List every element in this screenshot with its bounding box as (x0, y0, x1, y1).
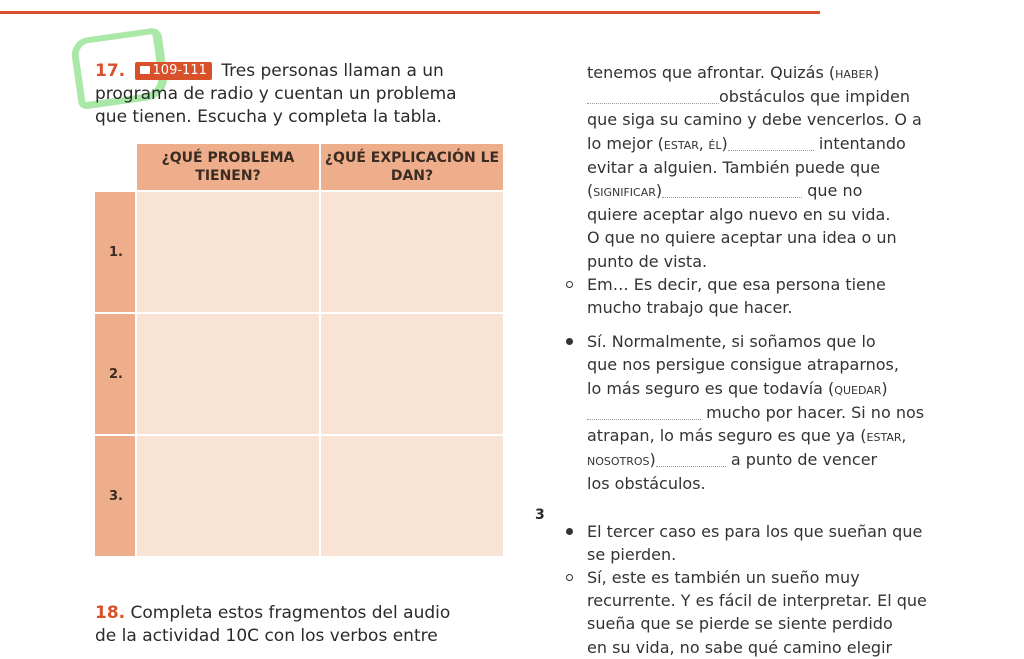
answer-cell[interactable] (137, 192, 319, 312)
fill-blank[interactable] (728, 136, 814, 151)
filled-bullet-icon (566, 338, 573, 345)
answer-cell[interactable] (321, 436, 503, 556)
answer-cell[interactable] (321, 192, 503, 312)
audio-transcript (587, 61, 947, 659)
fill-blank[interactable] (656, 452, 726, 467)
answer-cell[interactable] (321, 314, 503, 434)
row-label: 1. (95, 192, 135, 312)
answer-cell[interactable] (137, 314, 319, 434)
text-line: los obstáculos. (587, 474, 706, 494)
audio-track-button[interactable] (135, 62, 212, 80)
exercise-17 (95, 60, 515, 129)
exercise-number: 18. (95, 603, 126, 623)
speaker-icon (140, 66, 150, 74)
text-line: mucho por hacer. Si no nos (587, 401, 947, 424)
open-bullet-icon (566, 574, 573, 581)
text-line: en su vida, no sabe qué camino elegir (587, 637, 893, 657)
audio-track-label: 109-111 (152, 63, 207, 78)
text-line: lo más seguro es que todavía (quedar) (587, 378, 888, 398)
text-line: que siga su camino y debe vencerlos. O a (587, 110, 922, 130)
text-line: nosotros) a punto de vencer (587, 450, 878, 470)
text-line: tenemos que afrontar. Quizás (haber) (587, 63, 880, 82)
text-line: mucho trabajo que hacer. (587, 298, 793, 318)
column-header-problem: ¿QUÉ PROBLEMA TIENEN? (137, 144, 319, 190)
text-line: quiere aceptar algo nuevo en su vida. (587, 205, 891, 225)
dialogue-line: Sí, este es también un sueño muy (587, 566, 947, 589)
text-line: atrapan, lo más seguro es que ya (estar, (587, 426, 907, 446)
text-line: O que no quiere aceptar una idea o un (587, 228, 897, 248)
dialogue-line: Sí. Normalmente, si soñamos que lo (587, 330, 947, 353)
text-line: (significar) que no (587, 181, 863, 201)
dialogue-line: Em… Es decir, que esa persona tiene (587, 273, 947, 296)
fill-blank[interactable] (587, 405, 701, 420)
text-line: evitar a alguien. También puede que (587, 157, 881, 177)
text-line: punto de vista. (587, 251, 708, 271)
section-number: 3 (535, 507, 545, 523)
dialogue-line: El tercer caso es para los que sueñan que (587, 520, 947, 543)
text-line: que nos persigue consigue atraparnos, (587, 355, 899, 375)
row-label: 3. (95, 436, 135, 556)
instruction-line: Tres personas llaman a un (221, 61, 444, 81)
exercise-18 (95, 602, 515, 648)
text-line: sueña que se pierde se siente perdido (587, 614, 893, 634)
text-line: recurrente. Y es fácil de interpretar. El que (587, 591, 927, 611)
instruction-line: Completa estos fragmentos del audio (130, 603, 451, 623)
corner-cell (95, 144, 135, 190)
instruction-line: de la actividad 10C con los verbos entre (95, 626, 438, 646)
text-line: obstáculos que impiden (587, 85, 947, 108)
instruction-line: que tienen. Escucha y completa la tabla. (95, 107, 442, 127)
text-line: lo mejor (estar, él) intentando (587, 133, 906, 153)
fill-blank[interactable] (662, 183, 802, 198)
answer-table (93, 142, 505, 558)
column-header-explanation: ¿QUÉ EXPLICACIÓN LE DAN? (321, 144, 503, 190)
filled-bullet-icon (566, 528, 573, 535)
open-bullet-icon (566, 281, 573, 288)
top-rule (0, 11, 820, 14)
fill-blank[interactable] (587, 89, 719, 104)
text-line: se pierden. (587, 544, 677, 564)
exercise-number: 17. (95, 61, 126, 81)
instruction-line: programa de radio y cuentan un problema (95, 84, 457, 104)
exercise-17-instructions (95, 60, 515, 129)
answer-cell[interactable] (137, 436, 319, 556)
row-label: 2. (95, 314, 135, 434)
